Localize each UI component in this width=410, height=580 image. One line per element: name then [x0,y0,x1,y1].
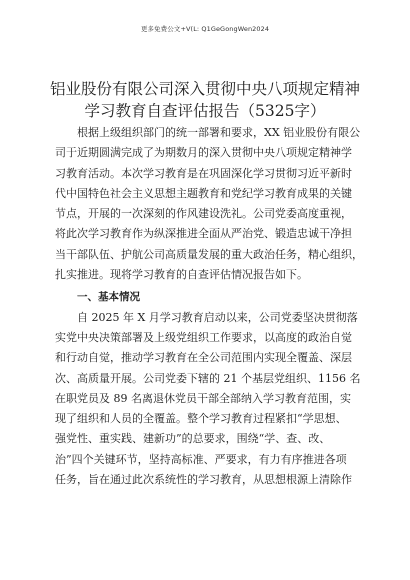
intro-line: 节点，开展的一次深刻的作风建设洗礼。公司党委高度重视， [55,207,352,221]
section-line: 和行动自觉，推动学习教育在全公司范围内实现全覆盖、深层 [55,351,352,365]
intro-line: 根据上级组织部门的统一部署和要求，XX 铝业股份有限公 [77,126,361,139]
intro-paragraph [55,123,367,285]
intro-line: 代中国特色社会主义思想主题教育和党纪学习教育成果的关键 [55,186,352,200]
section-line: 现了组织和人员的全覆盖。整个学习教育过程紧扣“学思想、 [55,412,347,426]
intro-line: 将此次学习教育作为纵深推进全面从严治党、锻造忠诚干净担 [55,227,352,241]
header-note: 更多免费公文+V(L: Q1GeGongWen2024 [140,25,270,33]
section-line: 实党中央决策部署及上级党组织工作要求，以高度的政治自觉 [55,330,352,344]
section-line: 治”四个关键环节，坚持高标准、严要求，有力有序推进各项 [55,452,347,466]
intro-line: 司于近期圆满完成了为期数月的深入贯彻中央八项规定精神学 [55,146,352,160]
title-line-2: 学习教育自查评估报告（5325字） [84,102,326,120]
document-title [50,78,360,122]
section-line: 次、高质量开展。公司党委下辖的 21 个基层党组织、1156 名 [55,371,361,385]
document-body [55,123,367,490]
intro-line: 当干部队伍、护航公司高质量发展的重大政治任务，精心组织， [55,247,363,261]
section-line: 任务，旨在通过此次系统性的学习教育，从思想根源上清除作 [55,473,352,487]
section-line: 自 2025 年 X 月学习教育启动以来，公司党委坚决贯彻落 [77,310,358,324]
title-line-1: 铝业股份有限公司深入贯彻中央八项规定精神 [50,80,361,98]
section-1-paragraph [55,308,367,491]
section-line: 强党性、重实践、建新功”的总要求，围绕“学、查、改、 [55,432,331,446]
intro-line: 习教育活动。本次学习教育是在巩固深化学习贯彻习近平新时 [55,166,352,180]
intro-line: 扎实推进。现将学习教育的自查评估情况报告如下。 [55,268,308,282]
section-heading-basic: 一、基本情况 [77,291,140,304]
section-line: 在职党员及 89 名离退休党员干部全部纳入学习教育范围，实 [55,391,351,405]
